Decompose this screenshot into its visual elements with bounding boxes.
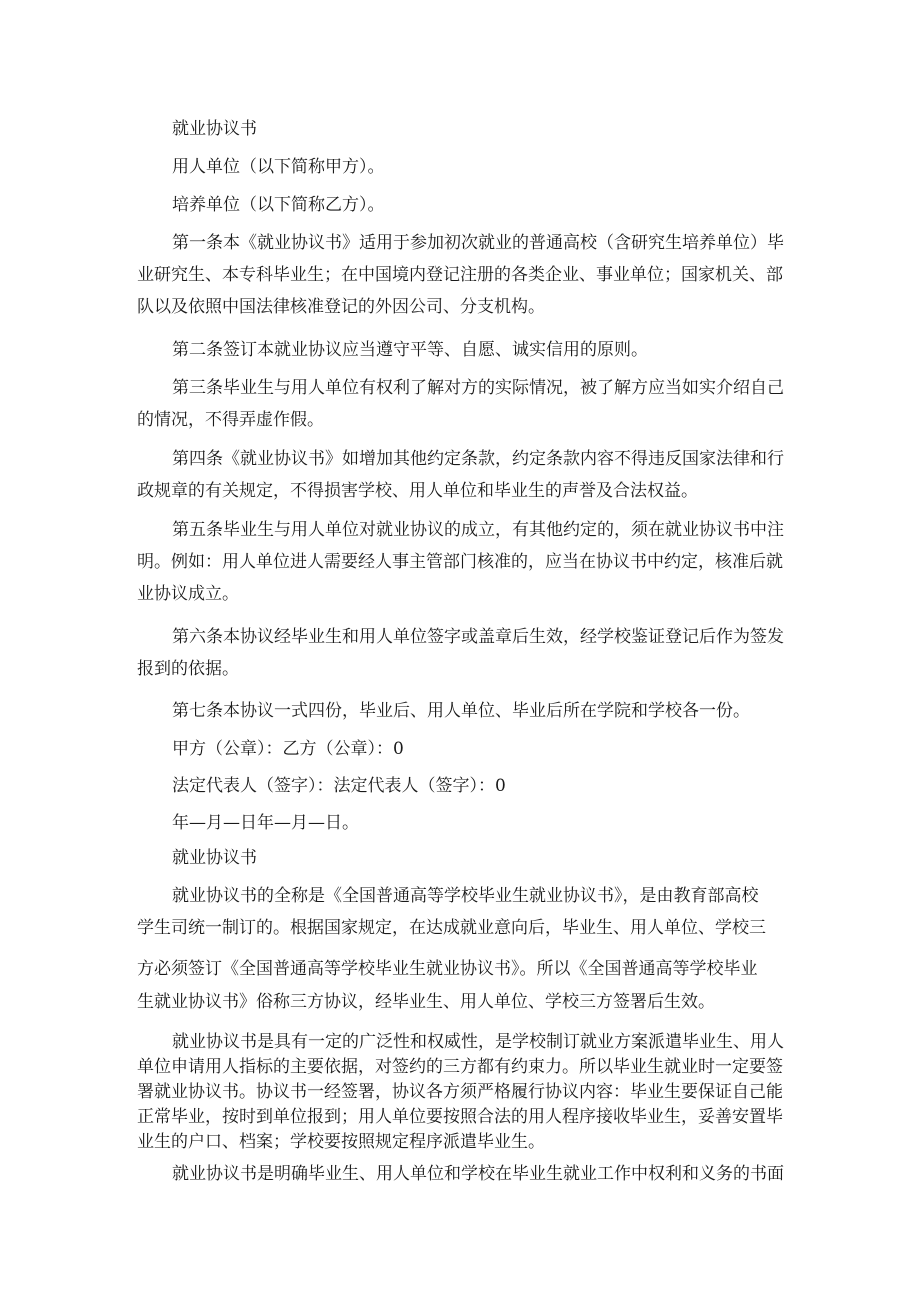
para-2-line-3: 署就业协议书。协议书一经签署，协议各方须严格履行协议内容：毕业生要保证自己能 <box>137 1082 783 1102</box>
article-1-line-3: 队以及依照中国法律核准登记的外因公司、分支机构。 <box>137 297 545 317</box>
document-title: 就业协议书 <box>172 119 257 139</box>
para-1-line-4: 生就业协议书》俗称三方协议，经毕业生、用人单位、学校三方签署后生效。 <box>137 992 715 1012</box>
party-b-line: 培养单位（以下简称乙方）。 <box>172 195 385 215</box>
party-a-line: 用人单位（以下简称甲方）。 <box>172 157 385 177</box>
article-6-line-1: 第六条本协议经毕业生和用人单位签字或盖章后生效，经学校鉴证登记后作为签发 <box>172 627 784 647</box>
para-3-line-1: 就业协议书是明确毕业生、用人单位和学校在毕业生就业工作中权利和义务的书面 <box>172 1164 784 1184</box>
para-2-line-2: 单位申请用人指标的主要依据，对签约的三方都有约束力。所以毕业生就业时一定要签 <box>137 1057 783 1077</box>
article-5-line-3: 业协议成立。 <box>137 584 239 604</box>
representative-line: 法定代表人（签字）：法定代表人（签字）：0 <box>172 776 506 796</box>
section-title: 就业协议书 <box>172 848 257 868</box>
para-1-line-1: 就业协议书的全称是《全国普通高等学校毕业生就业协议书》，是由教育部高校 <box>172 886 759 906</box>
article-2: 第二条签订本就业协议应当遵守平等、自愿、诚实信用的原则。 <box>172 340 648 360</box>
article-1-line-1: 第一条本《就业协议书》适用于参加初次就业的普通高校（含研究生培养单位）毕 <box>172 233 784 253</box>
article-3-line-2: 的情况，不得弄虚作假。 <box>137 410 324 430</box>
para-2-line-4: 正常毕业，按时到单位报到；用人单位要按照合法的用人程序接收毕业生，妥善安置毕 <box>137 1107 783 1127</box>
para-2-line-5: 业生的户口、档案；学校要按照规定程序派遣毕业生。 <box>137 1132 545 1152</box>
para-1-line-3: 方必须签订《全国普通高等学校毕业生就业协议书》。所以《全国普通高等学校毕业 <box>137 959 758 979</box>
article-6-line-2: 报到的依据。 <box>137 659 239 679</box>
article-1-line-2: 业研究生、本专科毕业生；在中国境内登记注册的各类企业、事业单位；国家机关、部 <box>137 265 783 285</box>
para-1-line-2: 学生司统一制订的。根据国家规定，在达成就业意向后，毕业生、用人单位、学校三 <box>137 918 766 938</box>
article-7: 第七条本协议一式四份，毕业后、用人单位、毕业后所在学院和学校各一份。 <box>172 701 750 721</box>
para-2-line-1: 就业协议书是具有一定的广泛性和权威性，是学校制订就业方案派遣毕业生、用人 <box>172 1032 784 1052</box>
article-3-line-1: 第三条毕业生与用人单位有权利了解对方的实际情况，被了解方应当如实介绍自己 <box>172 378 784 398</box>
article-5-line-1: 第五条毕业生与用人单位对就业协议的成立，有其他约定的，须在就业协议书中注 <box>172 520 784 540</box>
article-4-line-2: 政规章的有关规定，不得损害学校、用人单位和毕业生的声誉及合法权益。 <box>137 481 698 501</box>
date-line: 年—月—日年—月—日。 <box>172 813 359 833</box>
article-5-line-2: 明。例如：用人单位进人需要经人事主管部门核准的，应当在协议书中约定，核准后就 <box>137 552 783 572</box>
seal-line: 甲方（公章）：乙方（公章）：0 <box>172 739 404 759</box>
article-4-line-1: 第四条《就业协议书》如增加其他约定条款，约定条款内容不得违反国家法律和行 <box>172 449 784 469</box>
